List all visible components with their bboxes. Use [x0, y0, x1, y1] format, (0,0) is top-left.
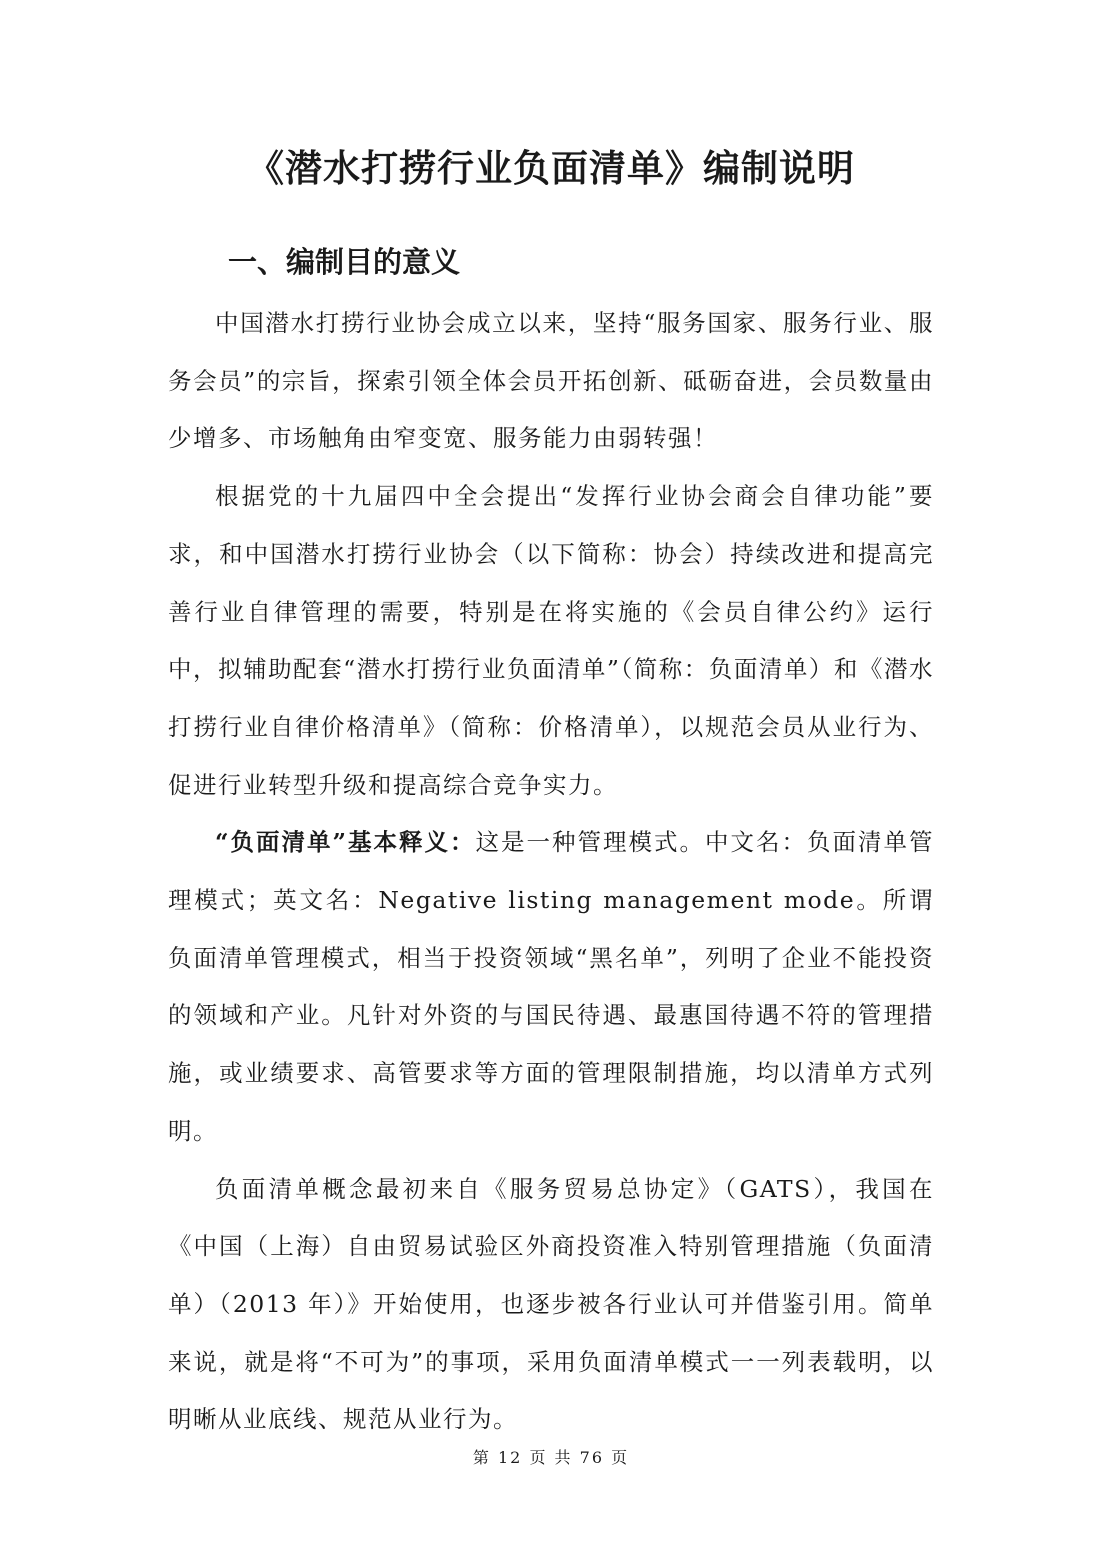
footer-suffix: 页 — [611, 1448, 630, 1467]
document-title: 《潜水打捞行业负面清单》编制说明 — [247, 146, 855, 190]
paragraph-3-bold-lead: “负面清单”基本释义： — [215, 828, 476, 857]
paragraph-3 — [168, 814, 934, 1160]
footer-prefix: 第 — [472, 1448, 491, 1467]
current-page-number: 12 — [498, 1448, 523, 1467]
paragraph-4 — [168, 1161, 934, 1450]
paragraph-2 — [168, 468, 934, 814]
paragraph-2-text: 根据党的十九届四中全会提出“发挥行业协会商会自律功能”要求，和中国潜水打捞行业协会（以下简称：协会）持续改进和提高完善行业自律管理的需要，特别是在将实施的《会员自律公约》运行中，拟辅助配套“潜水打捞行业负面清单”（简称：负面清单）和《潜水打捞行业自律价格清单》（简称：价格清单），以规范会员从业行为、促进行业转型升级和提高综合竞争实力。 — [168, 482, 934, 799]
page-footer — [0, 1446, 1102, 1470]
total-pages-number: 76 — [579, 1448, 604, 1467]
paragraph-4-text: 负面清单概念最初来自《服务贸易总协定》（GATS），我国在《中国（上海）自由贸易试验区外商投资准入特别管理措施（负面清单）（2013 年）》开始使用，也逐步被各行业认可并借鉴引用。简单来说，就是将“不可为”的事项，采用负面清单模式一一列表载明，以明晰从业底线、规范从业行为。 — [168, 1174, 934, 1434]
paragraph-1 — [168, 295, 934, 468]
paragraph-1-text: 中国潜水打捞行业协会成立以来，坚持“服务国家、服务行业、服务会员”的宗旨，探索引领全体会员开拓创新、砥砺奋进，会员数量由少增多、市场触角由窄变宽、服务能力由弱转强！ — [168, 309, 934, 453]
footer-middle: 页 共 — [529, 1448, 573, 1467]
body-text — [168, 295, 934, 1449]
paragraph-3-text: 这是一种管理模式。中文名：负面清单管理模式；英文名：Negative listing management mode。所谓负面清单管理模式，相当于投资领域“黑名单”，列明了企业不能投资的领域和产业。凡针对外资的与国民待遇、最惠国待遇不符的管理措施，或业绩要求、高管要求等方面的管理限制措施，均以清单方式列明。 — [168, 828, 934, 1145]
section-heading: 一、编制目的意义 — [228, 245, 461, 279]
